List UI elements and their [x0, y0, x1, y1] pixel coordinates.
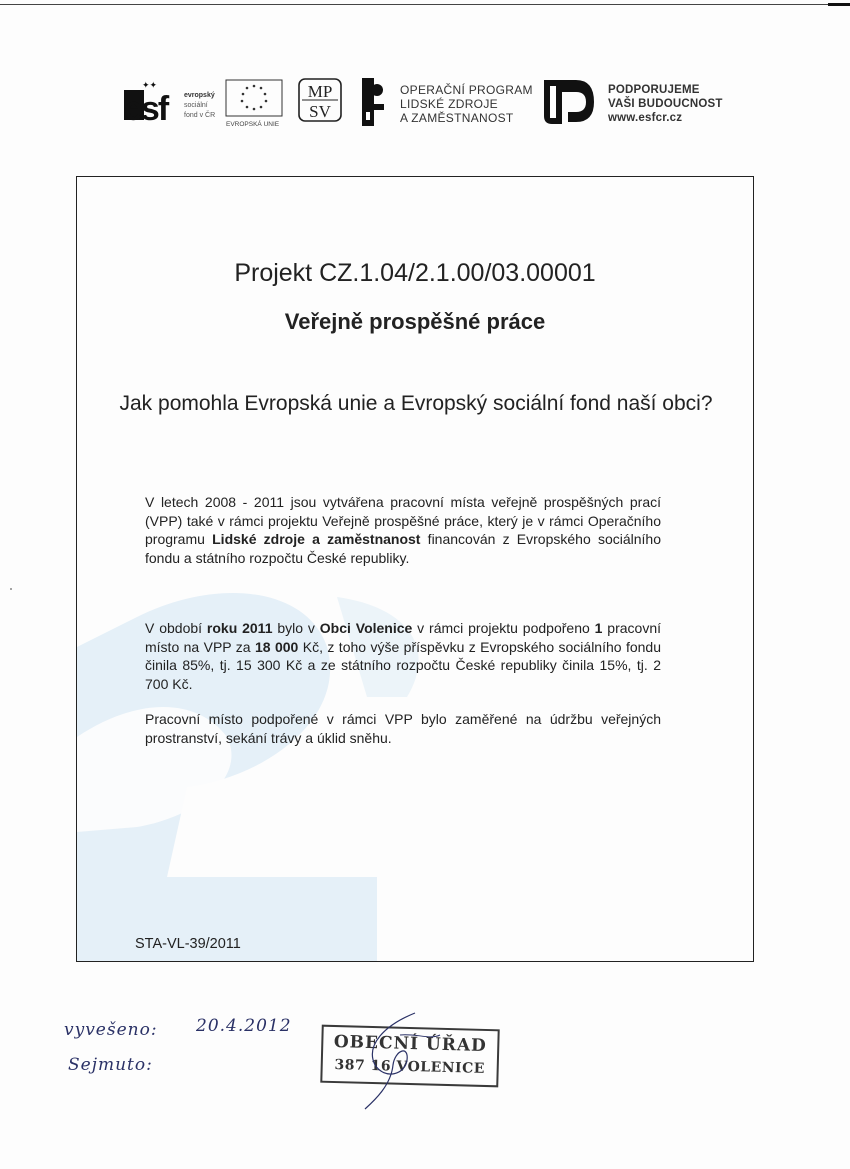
p2-a: V období — [145, 620, 207, 636]
op-line-3: A ZAMĚSTNANOST — [400, 111, 514, 125]
esf-line-3: fond v ČR — [184, 112, 216, 119]
esf-watermark-icon — [77, 177, 754, 962]
handwritten-posted-date: 20.4.2012 — [196, 1016, 292, 1036]
paragraph-support — [145, 619, 661, 693]
handwritten-posted-label: vyvešeno: — [64, 1020, 158, 1040]
op-line-1: OPERAČNÍ PROGRAM — [400, 83, 533, 97]
handwritten-removed-label: Sejmuto: — [68, 1055, 153, 1075]
p2-count: 1 — [594, 620, 603, 636]
p2-year: roku 2011 — [206, 620, 273, 636]
pvb-line-3: www.esfcr.cz — [608, 112, 683, 124]
p1-a: V letech 2008 - 2011 jsou vytvářena pracovní místa veřejně prospěšných prací (VPP) také v rámci projektu Veřejně prospěšné práce, který je v rámci Operačního programu — [145, 494, 661, 547]
esf-line-2: sociální — [184, 102, 208, 109]
p2-amount: 18 000 — [255, 638, 299, 655]
headline-question: Jak pomohla Evropská unie a Evropský sociální fond naší obci? — [119, 392, 713, 415]
scan-speck — [10, 588, 12, 590]
project-subtitle: Veřejně prospěšné práce — [284, 309, 546, 334]
top-edge-mark — [828, 3, 850, 6]
project-title: Projekt CZ.1.04/2.1.00/03.00001 — [234, 259, 596, 287]
top-edge-line — [0, 4, 850, 5]
eu-caption: EVROPSKÁ UNIE — [226, 121, 280, 128]
mpsv-line-2: SV — [309, 102, 331, 121]
p2-g: pracovní místo na VPP za — [145, 620, 662, 655]
stamp-line-1: OBECNÍ ÚŘAD — [333, 1032, 488, 1057]
paragraph-funding — [145, 493, 661, 567]
document-number: STA-VL-39/2011 — [135, 936, 241, 952]
esf-mark-text: esf — [124, 90, 168, 128]
p1-program: Lidské zdroje a zaměstnanost — [212, 531, 421, 547]
svg-text:✦✦: ✦✦ — [142, 81, 158, 91]
op-program-text — [400, 83, 533, 125]
logo-bar — [118, 74, 738, 134]
esf-line-1: evropský — [184, 92, 215, 99]
esfcr-slogan — [608, 83, 723, 125]
p2-c: bylo v — [272, 620, 320, 636]
mpsv-line-1: MP — [307, 82, 333, 101]
esfcr-logo-icon — [542, 76, 594, 126]
op-line-2: LIDSKÉ ZDROJE — [400, 97, 498, 111]
p2-municipality: Obci Volenice — [319, 620, 413, 636]
mpsv-logo — [298, 78, 342, 122]
esf-logo — [122, 76, 298, 128]
p2-e: v rámci projektu podpořeno — [412, 620, 595, 636]
eu-stars-icon — [241, 85, 268, 111]
pvb-line-2: VAŠI BUDOUCNOST — [608, 98, 723, 110]
pvb-line-1: PODPORUJEME — [608, 84, 700, 96]
p1-c: financován z Evropského sociálního fondu a státního rozpočtu České republiky. — [145, 531, 661, 566]
op-program-icon — [362, 78, 384, 126]
notice-frame — [76, 176, 754, 962]
paragraph-focus: Pracovní místo podpořené v rámci VPP bylo zaměřené na údržbu veřejných prostranství, sekání trávy a úklid sněhu. — [145, 711, 661, 746]
p2-i: Kč, z toho výše příspěvku z Evropského sociálního fondu činila 85%, tj. 15 300 Kč a ze státního rozpočtu České republiky činila 15%, tj. 2 700 Kč. — [145, 638, 661, 692]
stamp-line-2: 387 16 VOLENICE — [334, 1057, 486, 1077]
signature-scribble — [345, 1005, 455, 1115]
